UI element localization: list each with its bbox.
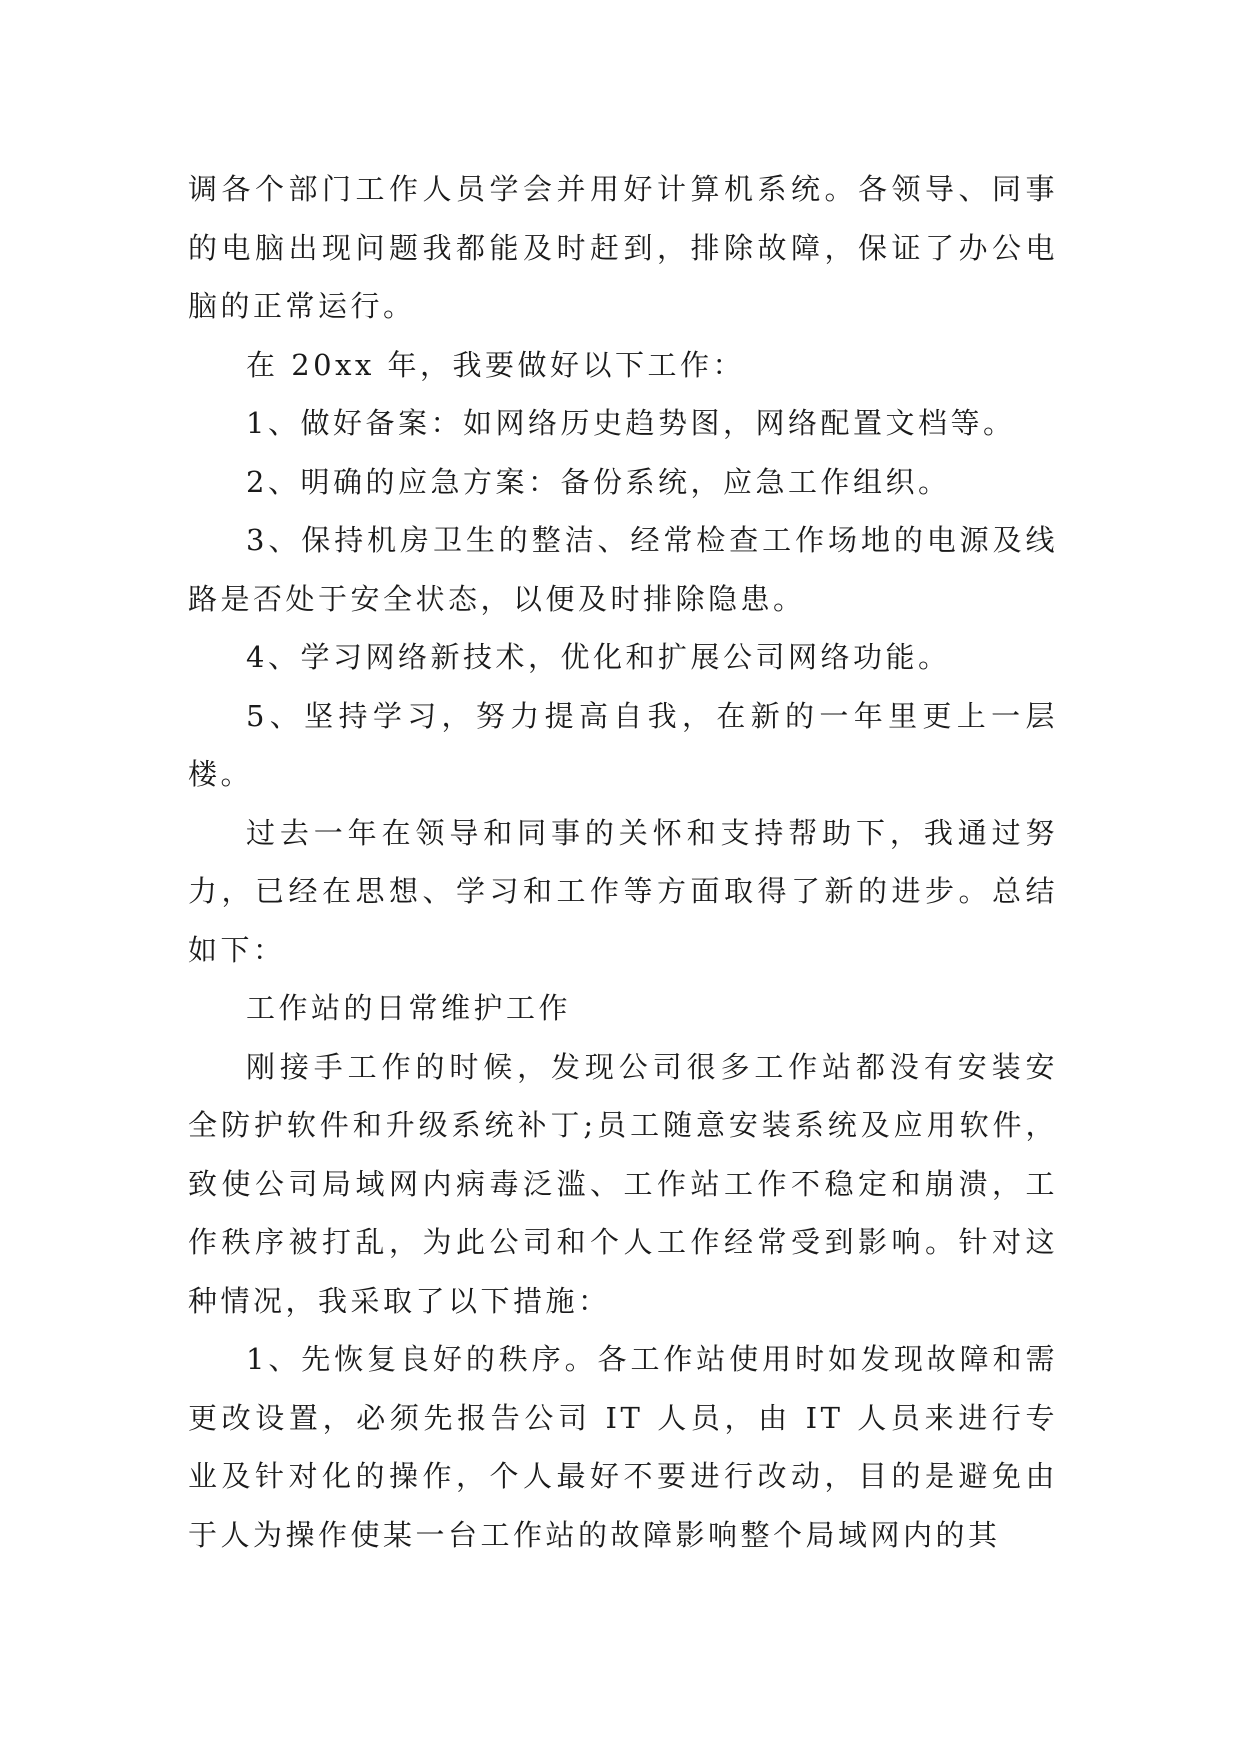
paragraph-continued: 调各个部门工作人员学会并用好计算机系统。各领导、同事的电脑出现问题我都能及时赶到，排除故障，保证了办公电脑的正常运行。 bbox=[188, 172, 1058, 323]
paragraph-situation: 刚接手工作的时候，发现公司很多工作站都没有安装安全防护软件和升级系统补丁;员工随意安装系统及应用软件，致使公司局域网内病毒泛滥、工作站工作不稳定和崩溃，工作秩序被打乱，为此公司和个人工作经常受到影响。针对这种情况，我采取了以下措施： bbox=[188, 1049, 1058, 1318]
list-item-2: 2、明确的应急方案：备份系统，应急工作组织。 bbox=[246, 464, 951, 499]
list-item-1: 1、做好备案：如网络历史趋势图，网络配置文档等。 bbox=[246, 406, 1016, 440]
list-item-4: 4、学习网络新技术，优化和扩展公司网络功能。 bbox=[246, 640, 951, 674]
section-heading: 工作站的日常维护工作 bbox=[246, 991, 572, 1025]
list-item-3: 3、保持机房卫生的整洁、经常检查工作场地的电源及线路是否处于安全状态，以便及时排除隐患。 bbox=[188, 523, 1058, 616]
measure-item-1: 1、先恢复良好的秩序。各工作站使用时如发现故障和需更改设置，必须先报告公司 IT 人员，由 IT 人员来进行专业及针对化的操作，个人最好不要进行改动，目的是避免由于人为操作使某一台工作站的故障影响整个局域网内的其 bbox=[188, 1342, 1058, 1552]
document-body bbox=[188, 160, 1058, 1564]
paragraph-summary: 过去一年在领导和同事的关怀和支持帮助下，我通过努力，已经在思想、学习和工作等方面取得了新的进步。总结如下： bbox=[188, 815, 1058, 967]
list-item-5: 5、坚持学习，努力提高自我，在新的一年里更上一层楼。 bbox=[188, 698, 1058, 791]
paragraph-plan-intro: 在 20xx 年，我要做好以下工作： bbox=[246, 347, 746, 382]
